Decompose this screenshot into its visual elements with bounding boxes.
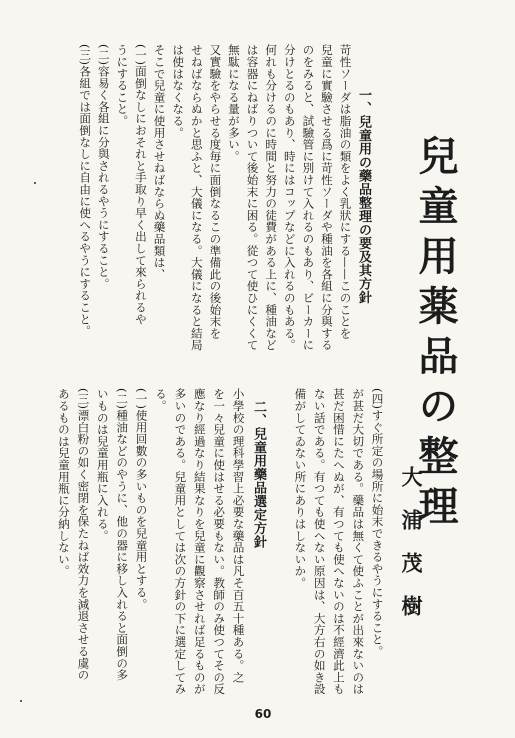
s1-line: 又實驗をやらせる度毎に面倒なるこの準備此の後始末を [208, 44, 223, 339]
s2-line: 應なり經過なり結果なりを兒童に觀察させれば足るものが [192, 388, 207, 695]
s2top-line: ない話である。有つても使へない原因は、大方右の如き設 [312, 388, 327, 695]
s1-line: 分けとるのもあり、時にはコップなどに入れるのもある。 [282, 44, 297, 351]
scan-mark [34, 182, 36, 184]
s2-line: 多いのである。兒童用としては次の方針の下に選定してみ [173, 388, 188, 695]
s1-line: は容器にねばりついて後始末に困る。從つて使ひにくくて [245, 44, 260, 351]
s2top-line: (四)すぐ所定の場所に始末できるやうにすること。 [370, 388, 385, 658]
s2-line: (三)漂白粉の如く密閉を保たねば效力を減退させる虞の [76, 388, 91, 681]
s2-line: いものは兒童用瓶に入れる。 [95, 388, 110, 542]
s2top-line: 甚だ困惜にたへぬが、有つても使へないのは不經濟此上も [331, 388, 346, 695]
scan-mark [20, 700, 22, 702]
page-title: 兒童用薬品の整理 [412, 135, 459, 535]
s1-line: のをみると、試驗管に別けて入れるのもあり、ビーカーに [301, 44, 316, 351]
s2-line: (一)使用回數の多いものを兒童用とする。 [134, 388, 149, 610]
s1-line: (二)容易く各組に分與されるやうにすること。 [96, 44, 111, 290]
s2-line: る。 [153, 388, 168, 412]
author-name: 大浦茂樹 [399, 466, 424, 638]
s1-line: 苛性ソーダは脂油の類をよく乳狀にする——このことを [338, 44, 353, 339]
s1-line: (一)面倒なしにおそれと手取り早く出して來られるや [133, 44, 148, 325]
s1-line: そこで兒童に使用させねばならぬ藥品類は、 [152, 44, 167, 280]
s1-line: (三)各組では面倒なしに自由に使へるやうにすること。 [78, 44, 93, 337]
s1-line: うにすること。 [115, 44, 130, 127]
section1-heading: 一、兒童用の藥品整理の要及其方針 [356, 88, 371, 304]
s2-line: 小學校の理科學習上必要な藥品は凡そ百五十種ある。之 [231, 388, 246, 683]
section2-heading: 二、兒童用藥品選定方針 [251, 400, 266, 549]
s2-line: を一々兒童に使はせる必要もない。教師のみ使つてその反 [212, 388, 227, 695]
s2top-line: が甚だ大切である。藥品は無くて使ふことが出來ないのは [351, 388, 366, 695]
s2top-line: 備がしてゐない所にありはしないか。 [293, 388, 308, 589]
s2-line: あるものは兒童用瓶に分納しない。 [56, 388, 71, 577]
s2-line: (二)種油などのやうに、他の器に移し入れると面倒の多 [115, 388, 130, 681]
s1-line: 兒童に實驗させる爲に苛性ソーダや種油を各組に分與する [319, 44, 334, 351]
page-number: 60 [254, 707, 272, 721]
s1-line: 何れも分けるのに時間と努力の徒費がある上に、種油など [264, 44, 279, 351]
s1-line: は使はなくなる。 [171, 44, 186, 139]
s1-line: 無駄になる量が多い。 [226, 44, 241, 162]
s1-line: せねばならぬかと思ふと、大儀になる。大儀になると結局 [189, 44, 204, 351]
